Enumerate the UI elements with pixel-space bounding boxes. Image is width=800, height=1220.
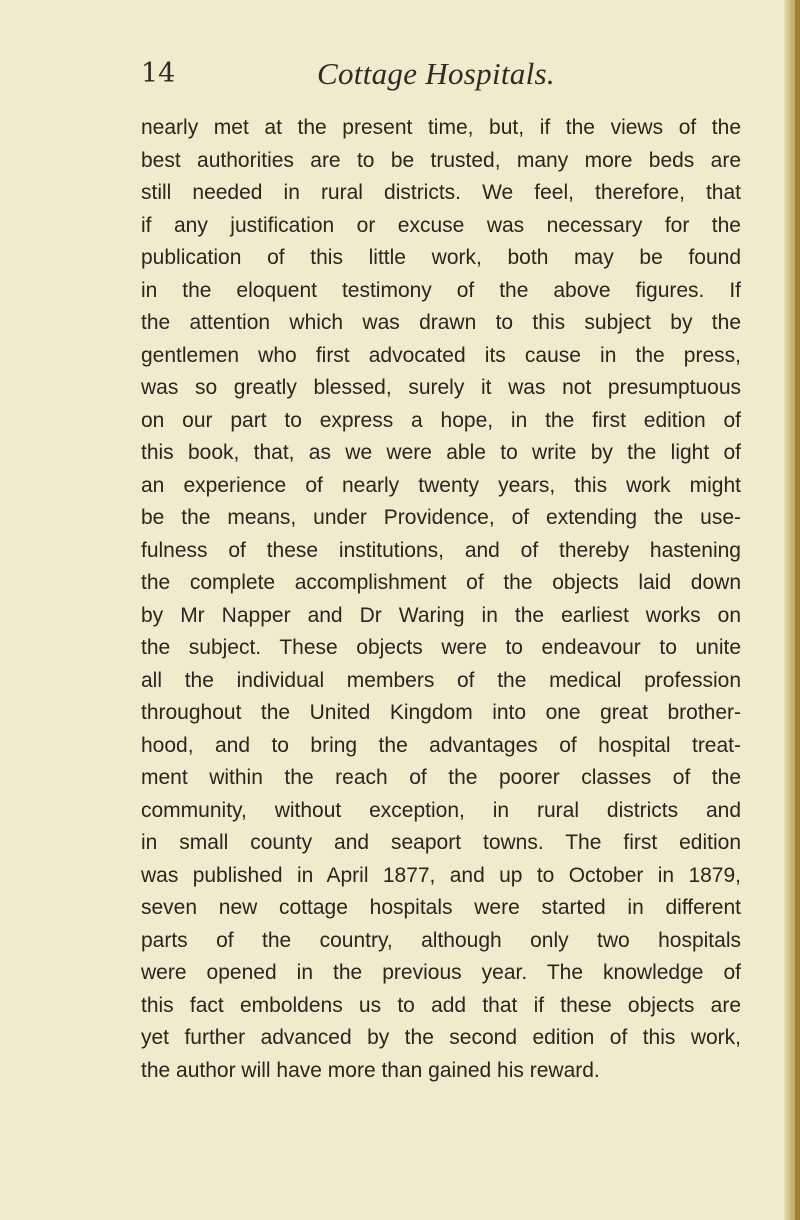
text-line: ment within the reach of the poorer classes of the bbox=[141, 766, 741, 789]
text-line: be the means, under Providence, of extending the use- bbox=[141, 506, 741, 529]
text-line: parts of the country, although only two hospitals bbox=[141, 928, 741, 952]
page-number: 14 bbox=[141, 58, 176, 89]
text-line: by Mr Napper and Dr Waring in the earliest works on bbox=[141, 603, 741, 627]
text-line: in the eloquent testimony of the above figures. If bbox=[141, 278, 741, 302]
text-line: still needed in rural districts. We feel, therefore, that bbox=[141, 181, 741, 204]
text-line: best authorities are to be trusted, many more beds are bbox=[141, 148, 741, 172]
text-line: if any justification or excuse was necessary for the bbox=[141, 213, 741, 237]
text-line: nearly met at the present time, but, if the views of the bbox=[141, 116, 741, 139]
text-line: the subject. These objects were to endeavour to unite bbox=[141, 636, 741, 659]
text-line: publication of this little work, both may be found bbox=[141, 246, 741, 269]
text-line: seven new cottage hospitals were started in different bbox=[141, 896, 741, 919]
text-line: was published in April 1877, and up to October in 1879, bbox=[141, 863, 741, 887]
text-line: were opened in the previous year. The knowledge of bbox=[141, 961, 741, 984]
text-line: the attention which was drawn to this subject by the bbox=[141, 311, 741, 334]
page-header bbox=[141, 58, 741, 98]
text-line: was so greatly blessed, surely it was not presumptuous bbox=[141, 376, 741, 399]
body-text bbox=[141, 112, 741, 1087]
text-line: in small county and seaport towns. The first edition bbox=[141, 831, 741, 854]
text-line: an experience of nearly twenty years, this work might bbox=[141, 473, 741, 497]
text-line: this book, that, as we were able to write by the light of bbox=[141, 441, 741, 464]
text-line: throughout the United Kingdom into one great brother- bbox=[141, 701, 741, 724]
text-line: the complete accomplishment of the objects laid down bbox=[141, 571, 741, 594]
text-line: gentlemen who first advocated its cause in the press, bbox=[141, 343, 741, 367]
running-title: Cottage Hospitals. bbox=[317, 56, 555, 91]
text-line: on our part to express a hope, in the first edition of bbox=[141, 408, 741, 432]
text-line: yet further advanced by the second edition of this work, bbox=[141, 1026, 741, 1049]
text-line: this fact emboldens us to add that if these objects are bbox=[141, 993, 741, 1017]
text-line: all the individual members of the medical profession bbox=[141, 668, 741, 692]
text-line: fulness of these institutions, and of thereby hastening bbox=[141, 538, 741, 562]
page-edge-shadow bbox=[795, 0, 800, 1220]
text-line: hood, and to bring the advantages of hospital treat- bbox=[141, 733, 741, 757]
text-line: community, without exception, in rural districts and bbox=[141, 798, 741, 822]
text-line: the author will have more than gained his reward. bbox=[141, 1058, 600, 1082]
